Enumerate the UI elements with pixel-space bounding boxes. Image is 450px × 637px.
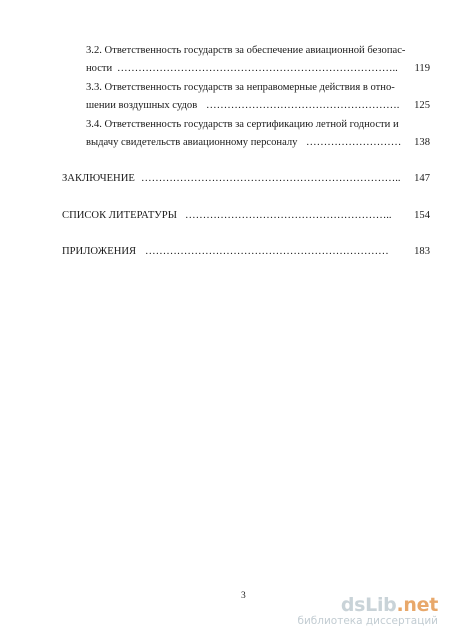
toc-entry-3-3-line2: шении воздушных судов: [86, 100, 198, 111]
toc-page-number: 154: [414, 210, 430, 221]
toc-page-number: 125: [414, 100, 430, 111]
toc-entry-3-2-line2: ности: [86, 63, 113, 74]
toc-entry-3-3-line1: 3.3. Ответственность государств за неправомерные действия в отно-: [86, 82, 395, 93]
toc-page-number: 119: [414, 63, 430, 74]
toc-page-number: 183: [414, 246, 430, 257]
watermark: [297, 595, 438, 627]
toc-leader-dots: ……………………………………………………………………..: [117, 63, 398, 74]
toc-entry-bibliography: СПИСОК ЛИТЕРАТУРЫ: [62, 210, 177, 221]
toc-entry-appendices: ПРИЛОЖЕНИЯ: [62, 246, 137, 257]
page-number: 3: [241, 591, 246, 601]
toc-leader-dots: …………………………………………………..: [185, 210, 392, 221]
toc-entry-3-4-line2: выдачу свидетельств авиационному персоналу: [86, 137, 298, 148]
toc-entry-3-2-line1: 3.2. Ответственность государств за обеспечение авиационной безопас-: [86, 45, 406, 56]
toc-entry-conclusion: ЗАКЛЮЧЕНИЕ: [62, 173, 135, 184]
watermark-logo[interactable]: [297, 595, 438, 615]
watermark-logo-accent: .net: [396, 594, 438, 616]
watermark-logo-main: dsLib: [340, 594, 397, 616]
watermark-subtitle: библиотека диссертаций: [297, 615, 438, 627]
toc-leader-dots: ………………………………………………………………..: [141, 173, 401, 184]
toc-leader-dots: ……………………………………………….: [206, 100, 400, 111]
toc-leader-dots: ……………………………………………………………: [145, 246, 389, 257]
toc-page-number: 147: [414, 173, 430, 184]
toc-page-number: 138: [414, 137, 430, 148]
toc-entry-3-4-line1: 3.4. Ответственность государств за сертификацию летной годности и: [86, 119, 399, 130]
toc-leader-dots: ………………………: [306, 137, 402, 148]
